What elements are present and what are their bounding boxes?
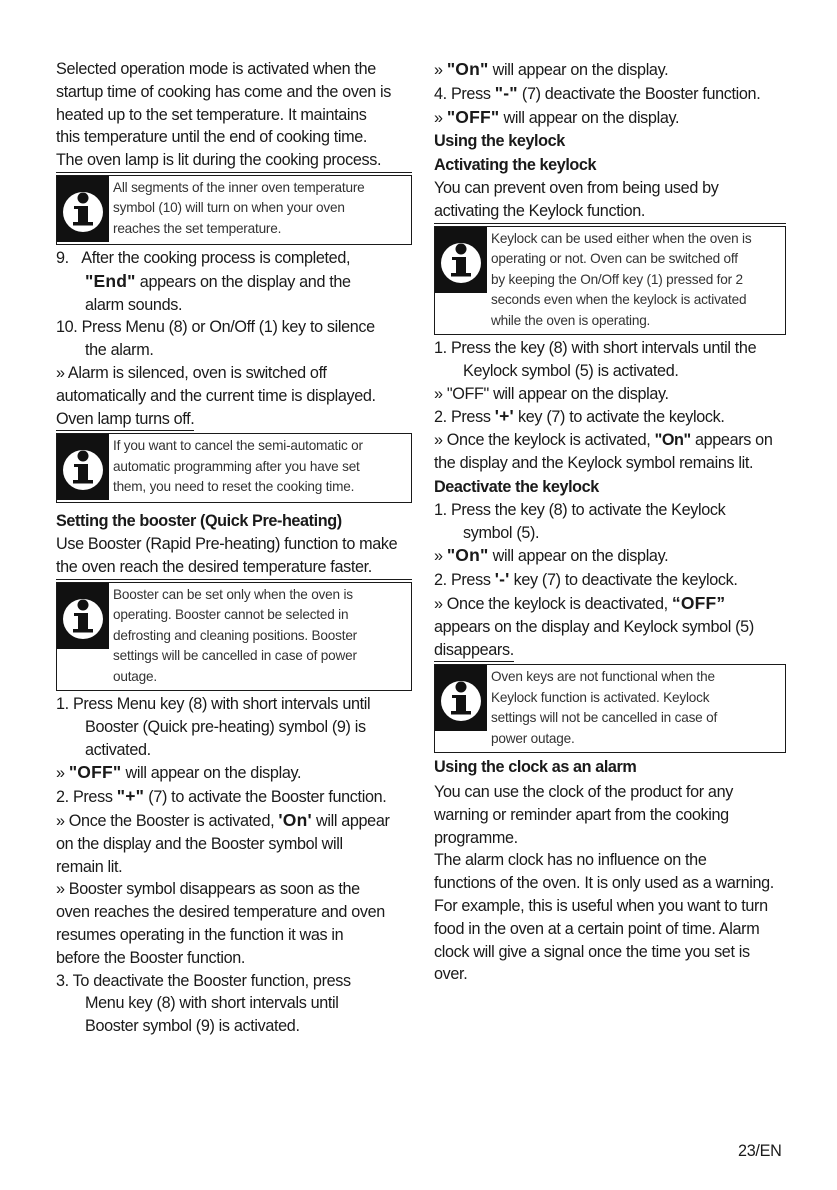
deactivate-step-1-cont: symbol (5). — [463, 523, 540, 542]
note-line: Keylock function is activated. Keylock — [491, 689, 710, 705]
note-line: them, you need to reset the cooking time. — [113, 479, 355, 495]
step-number: 9. — [56, 248, 69, 267]
note-line: operating or not. Oven can be switched off — [491, 251, 738, 267]
info-note-temperature — [56, 175, 412, 245]
step-text: 2. Press — [434, 408, 495, 427]
note-line: outage. — [113, 668, 157, 684]
step-text: appears on the display and the — [135, 272, 351, 291]
deactivate-step-1: 1. Press the key (8) to activate the Keylock — [434, 500, 726, 519]
intro-line: this temperature until the end of cooking time. — [56, 128, 368, 147]
alarm-result-line: » Alarm is silenced, oven is switched off — [56, 363, 327, 382]
info-icon — [57, 434, 109, 500]
alarm-line: For example, this is useful when you want to turn — [434, 896, 768, 915]
off-display-line — [434, 106, 786, 130]
step-text: will appear on the display. — [488, 61, 669, 79]
note-line: If you want to cancel the semi-automatic or — [113, 438, 363, 454]
note-line: settings will be cancelled in case of power — [113, 648, 357, 664]
arrow-text: » — [434, 384, 447, 403]
off-display-text: “OFF” — [671, 592, 726, 613]
step-10: 10. Press Menu (8) or On/Off (1) key to silence — [56, 318, 375, 337]
note-line: by keeping the On/Off key (1) pressed for 2 — [491, 271, 743, 287]
alarm-line: functions of the oven. It is only used as a warning. — [434, 874, 774, 893]
info-icon — [57, 176, 109, 242]
step-text: 4. Press — [434, 84, 495, 103]
step-text: » Once the keylock is deactivated, — [434, 594, 672, 613]
booster-disappear-line: » Booster symbol disappears as soon as the — [56, 880, 360, 899]
on-display-text: "On" — [446, 59, 489, 79]
deactivate-step-2-result — [434, 592, 786, 616]
deactivate-keylock-heading: Deactivate the keylock — [434, 477, 599, 496]
booster-heading: Setting the booster (Quick Pre-heating) — [56, 512, 342, 531]
off-display-text: "OFF" — [446, 106, 500, 127]
step-9 — [56, 247, 412, 270]
info-note-programming — [56, 433, 412, 503]
keylock-result-line: the display and the Keylock symbol remains lit. — [434, 454, 754, 472]
step-text: will appear on the display. — [499, 108, 680, 127]
deactivate-step-2 — [434, 568, 786, 592]
note-line: Keylock can be used either when the oven is — [491, 230, 752, 246]
info-note-keys — [434, 664, 786, 753]
keylock-intro-line: You can prevent oven from being used by — [434, 179, 719, 198]
on-display-text: "On" — [654, 431, 691, 450]
alarm-line: over. — [434, 965, 468, 984]
booster-step-4 — [434, 82, 786, 106]
info-icon — [57, 583, 109, 649]
booster-step-3: 3. To deactivate the Booster function, press — [56, 971, 351, 990]
step-text: key (7) to deactivate the keylock. — [509, 571, 738, 590]
step-text: will appear on the display. — [488, 384, 669, 403]
keylock-step-1-cont: Keylock symbol (5) is activated. — [463, 361, 679, 380]
keylock-intro-line: activating the Keylock function. — [434, 200, 786, 224]
alarm-line: The alarm clock has no influence on the — [434, 851, 707, 870]
note-line: reaches the set temperature. — [113, 220, 282, 236]
booster-intro-line: the oven reach the desired temperature faster. — [56, 556, 412, 580]
booster-step-3-cont: Menu key (8) with short intervals until — [85, 994, 339, 1013]
booster-intro-line: Use Booster (Rapid Pre-heating) function to make — [56, 535, 398, 554]
alarm-line: warning or reminder apart from the cooking — [434, 805, 729, 824]
arrow-text: » — [434, 108, 447, 127]
step-9-cont: alarm sounds. — [85, 295, 183, 314]
note-line: while the oven is operating. — [491, 312, 651, 328]
booster-disappear-line: oven reaches the desired temperature and oven — [56, 903, 385, 922]
booster-step-2-result — [56, 809, 412, 833]
alarm-result-line: automatically and the current time is displayed. — [56, 386, 376, 405]
step-text: » Once the Booster is activated, — [56, 811, 279, 830]
step-text: » Once the keylock is activated, — [434, 431, 655, 450]
deactivate-on-line — [434, 544, 786, 568]
minus-key-text: '-' — [494, 569, 510, 590]
on-display-line — [434, 58, 786, 82]
info-icon — [435, 665, 487, 731]
arrow-text: » — [434, 547, 447, 566]
step-text: will appear on the display. — [121, 764, 302, 783]
booster-step-2 — [56, 785, 412, 809]
alarm-result-line: Oven lamp turns off. — [56, 408, 194, 432]
alarm-line: You can use the clock of the product for any — [434, 783, 733, 801]
step-text: 2. Press — [56, 788, 117, 807]
off-display-text: "OFF" — [446, 384, 489, 403]
alarm-heading: Using the clock as an alarm — [434, 758, 637, 776]
right-column — [434, 58, 786, 986]
on-display-text: "On" — [446, 545, 489, 566]
booster-result-line: remain lit. — [56, 857, 123, 876]
booster-step-1: 1. Press Menu key (8) with short intervals until — [56, 694, 371, 713]
step-text: will appear — [311, 811, 390, 830]
step-text: (7) deactivate the Booster function. — [517, 84, 761, 103]
left-column — [56, 58, 412, 1038]
intro-line: startup time of cooking has come and the oven is — [56, 82, 392, 101]
arrow-text: » — [434, 61, 447, 79]
page-number: 23/EN — [738, 1142, 782, 1160]
plus-key-text: '+' — [494, 406, 514, 427]
alarm-line: programme. — [434, 828, 518, 847]
booster-result-line: on the display and the Booster symbol will — [56, 834, 343, 853]
on-display-text: 'On' — [278, 809, 312, 830]
booster-step-1-cont: activated. — [85, 740, 151, 759]
booster-off-line — [56, 761, 412, 785]
booster-disappear-line: before the Booster function. — [56, 948, 246, 967]
end-display-text: "End" — [85, 270, 136, 291]
intro-line: Selected operation mode is activated when the — [56, 60, 376, 78]
step-text: will appear on the display. — [488, 547, 669, 566]
deactivate-result-line: disappears. — [434, 639, 514, 663]
step-10-cont: the alarm. — [85, 341, 154, 360]
step-text: After the cooking process is completed, — [81, 248, 351, 267]
note-line: power outage. — [491, 730, 575, 746]
note-line: symbol (10) will turn on when your oven — [113, 200, 345, 216]
note-line: operating. Booster cannot be selected in — [113, 607, 349, 623]
deactivate-result-line: appears on the display and Keylock symbol (5) — [434, 617, 754, 636]
booster-step-3-cont: Booster symbol (9) is activated. — [85, 1017, 300, 1036]
booster-step-1-cont: Booster (Quick pre-heating) symbol (9) is — [85, 717, 366, 736]
note-line: All segments of the inner oven temperature — [113, 179, 365, 195]
intro-line: The oven lamp is lit during the cooking process. — [56, 149, 412, 173]
intro-line: heated up to the set temperature. It maintains — [56, 105, 367, 124]
keylock-step-2 — [434, 405, 786, 429]
step-9-cont — [56, 270, 412, 294]
plus-key-text: "+" — [116, 786, 145, 807]
booster-disappear-line: resumes operating in the function it was in — [56, 925, 344, 944]
note-line: Booster can be set only when the oven is — [113, 586, 353, 602]
note-line: automatic programming after you have set — [113, 458, 360, 474]
step-text: 2. Press — [434, 571, 495, 590]
keylock-heading: Using the keylock — [434, 132, 565, 151]
note-line: settings will not be cancelled in case of — [491, 710, 718, 726]
activating-keylock-heading: Activating the keylock — [434, 156, 597, 175]
arrow-text: » — [56, 764, 69, 783]
keylock-off-line — [434, 383, 786, 406]
off-display-text: "OFF" — [68, 762, 122, 783]
step-text: key (7) to activate the keylock. — [513, 408, 725, 427]
note-line: Oven keys are not functional when the — [491, 669, 715, 685]
step-text: appears on — [690, 431, 773, 450]
minus-key-text: "-" — [494, 82, 518, 103]
step-text: (7) to activate the Booster function. — [144, 788, 387, 807]
keylock-step-1: 1. Press the key (8) with short intervals until the — [434, 339, 757, 358]
alarm-line: clock will give a signal once the time you set is — [434, 942, 750, 961]
note-line: seconds even when the keylock is activated — [491, 292, 747, 308]
info-icon — [435, 227, 487, 293]
info-note-booster — [56, 582, 412, 691]
keylock-step-2-result — [434, 429, 786, 452]
alarm-line: food in the oven at a certain point of time. Alarm — [434, 919, 760, 938]
info-note-keylock — [434, 226, 786, 335]
note-line: defrosting and cleaning positions. Booster — [113, 627, 358, 643]
